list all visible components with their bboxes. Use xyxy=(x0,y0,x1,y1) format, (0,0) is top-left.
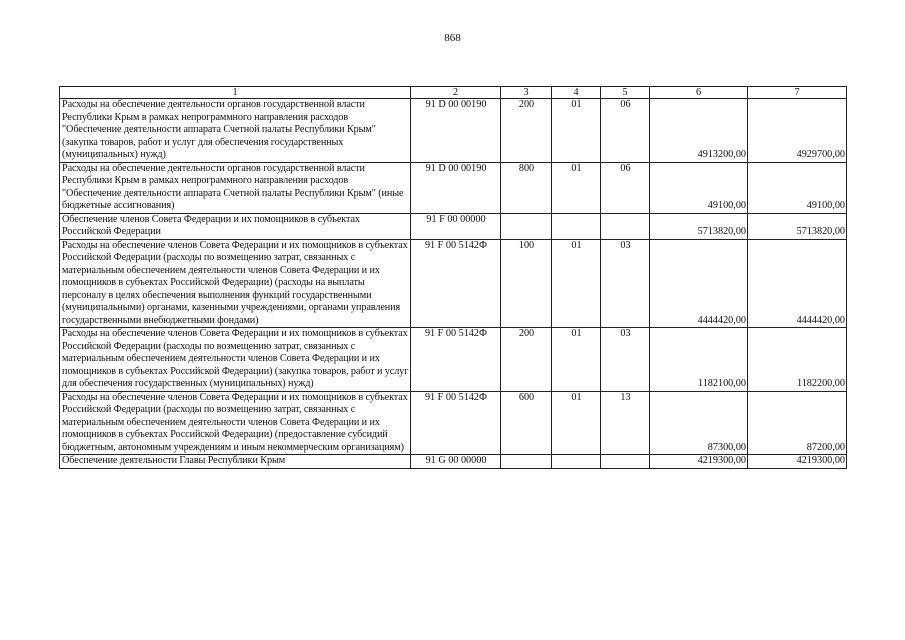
expense-type-code: 200 xyxy=(501,328,552,392)
header-row xyxy=(60,87,847,99)
page-number: 868 xyxy=(444,32,461,44)
column-header: 6 xyxy=(650,87,748,99)
target-code: 91 F 00 5142Ф xyxy=(411,391,501,455)
table-row xyxy=(60,162,847,213)
target-code: 91 D 00 00190 xyxy=(411,162,501,213)
target-code: 91 F 00 00000 xyxy=(411,213,501,239)
amount-year-2: 4444420,00 xyxy=(748,239,847,328)
table-row xyxy=(60,455,847,469)
amount-year-1: 87300,00 xyxy=(650,391,748,455)
expense-type-code: 800 xyxy=(501,162,552,213)
amount-year-2: 87200,00 xyxy=(748,391,847,455)
section-code: 01 xyxy=(552,391,601,455)
amount-year-2: 5713820,00 xyxy=(748,213,847,239)
amount-year-2: 49100,00 xyxy=(748,162,847,213)
target-code: 91 D 00 00190 xyxy=(411,99,501,163)
section-code: 01 xyxy=(552,162,601,213)
table-row xyxy=(60,213,847,239)
budget-table xyxy=(59,86,847,469)
amount-year-1: 1182100,00 xyxy=(650,328,748,392)
section-code: 01 xyxy=(552,239,601,328)
subsection-code xyxy=(601,455,650,469)
subsection-code: 06 xyxy=(601,99,650,163)
section-code xyxy=(552,213,601,239)
table-row xyxy=(60,328,847,392)
section-code: 01 xyxy=(552,328,601,392)
amount-year-1: 5713820,00 xyxy=(650,213,748,239)
expense-type-code xyxy=(501,213,552,239)
column-header: 1 xyxy=(60,87,411,99)
expense-name: Расходы на обеспечение членов Совета Федерации и их помощников в субъектах Российской Федерации (расходы по возмещению затрат, связанных с материальным обеспечением деятельности членов Совета Федерации и их помощников в субъектах Российской Федерации) (закупка товаров, работ и услуг для обеспечения государственных (муниципальных) нужд) xyxy=(60,328,411,392)
amount-year-2: 4219300,00 xyxy=(748,455,847,469)
expense-type-code: 200 xyxy=(501,99,552,163)
expense-type-code: 100 xyxy=(501,239,552,328)
column-header: 7 xyxy=(748,87,847,99)
target-code: 91 G 00 00000 xyxy=(411,455,501,469)
expense-name: Расходы на обеспечение деятельности органов государственной власти Республики Крым в рамках непрограммного направления расходов "Обеспечение деятельности аппарата Счетной палаты Республики Крым" (иные бюджетные ассигнования) xyxy=(60,162,411,213)
expense-name: Обеспечение членов Совета Федерации и их помощников в субъектах Российской Федерации xyxy=(60,213,411,239)
table-row xyxy=(60,391,847,455)
section-code xyxy=(552,455,601,469)
expense-type-code xyxy=(501,455,552,469)
amount-year-1: 4219300,00 xyxy=(650,455,748,469)
table-row xyxy=(60,99,847,163)
target-code: 91 F 00 5142Ф xyxy=(411,239,501,328)
expense-name: Расходы на обеспечение членов Совета Федерации и их помощников в субъектах Российской Федерации (расходы по возмещению затрат, связанных с материальным обеспечением деятельности членов Совета Федерации и их помощников в субъектах Российской Федерации) (расходы на выплаты персоналу в целях обеспечения выполнения функций государственными (муниципальными) органами, казенными учреждениями, органами управления государственными внебюджетными фондами) xyxy=(60,239,411,328)
amount-year-1: 4913200,00 xyxy=(650,99,748,163)
column-header: 4 xyxy=(552,87,601,99)
amount-year-2: 1182200,00 xyxy=(748,328,847,392)
expense-name: Расходы на обеспечение членов Совета Федерации и их помощников в субъектах Российской Федерации (расходы по возмещению затрат, связанных с материальным обеспечением деятельности членов Совета Федерации и их помощников в субъектах Российской Федерации) (предоставление субсидий бюджетным, автономным учреждениям и иным некоммерческим организациям) xyxy=(60,391,411,455)
column-header: 3 xyxy=(501,87,552,99)
section-code: 01 xyxy=(552,99,601,163)
column-header: 2 xyxy=(411,87,501,99)
expense-name: Расходы на обеспечение деятельности органов государственной власти Республики Крым в рамках непрограммного направления расходов "Обеспечение деятельности аппарата Счетной палаты Республики Крым" (закупка товаров, работ и услуг для обеспечения государственных (муниципальных) нужд) xyxy=(60,99,411,163)
subsection-code: 13 xyxy=(601,391,650,455)
expense-type-code: 600 xyxy=(501,391,552,455)
expense-name: Обеспечение деятельности Главы Республики Крым xyxy=(60,455,411,469)
table-row xyxy=(60,239,847,328)
amount-year-1: 4444420,00 xyxy=(650,239,748,328)
subsection-code xyxy=(601,213,650,239)
subsection-code: 06 xyxy=(601,162,650,213)
target-code: 91 F 00 5142Ф xyxy=(411,328,501,392)
subsection-code: 03 xyxy=(601,328,650,392)
column-header: 5 xyxy=(601,87,650,99)
amount-year-1: 49100,00 xyxy=(650,162,748,213)
amount-year-2: 4929700,00 xyxy=(748,99,847,163)
subsection-code: 03 xyxy=(601,239,650,328)
